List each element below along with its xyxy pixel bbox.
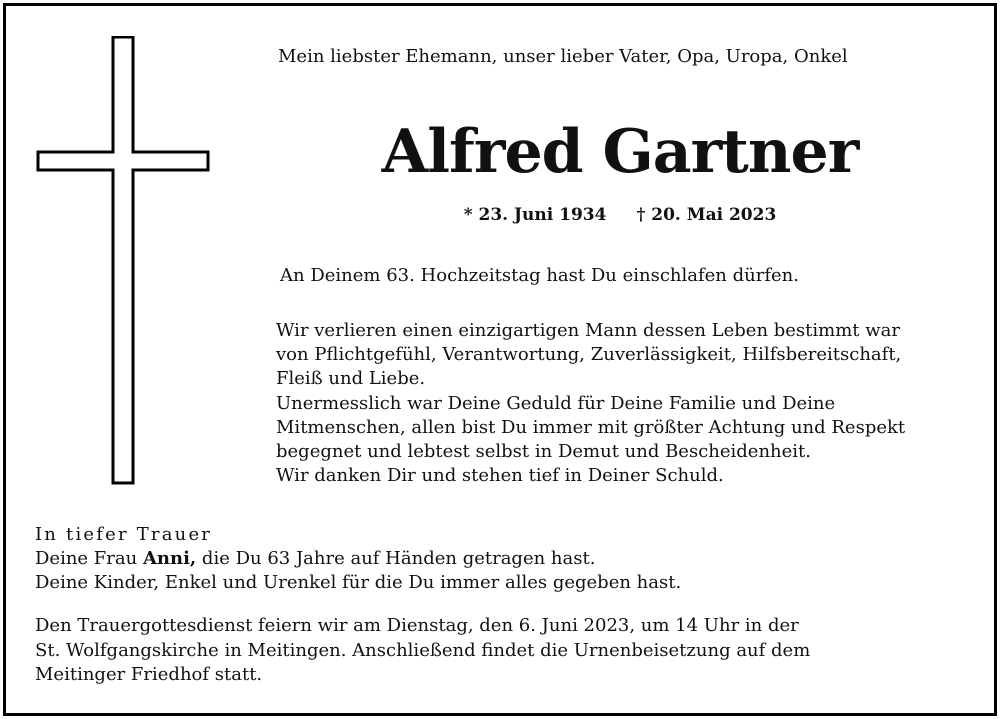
birth-date: * 23. Juni 1934 <box>463 205 607 225</box>
cross-icon <box>36 36 212 486</box>
tribute-line: Mitmenschen, allen bist Du immer mit größter Achtung und Respekt <box>276 416 906 438</box>
deceased-name: Alfred Gartner <box>381 117 859 187</box>
service-line: Den Trauergottesdienst feiern wir am Dienstag, den 6. Juni 2023, um 14 Uhr in der <box>35 615 799 636</box>
tribute-line: von Pflichtgefühl, Verantwortung, Zuverlässigkeit, Hilfsbereitschaft, <box>276 344 902 366</box>
tribute-line: Wir danken Dir und stehen tief in Deiner Schuld. <box>276 465 724 487</box>
tribute-text <box>276 319 976 488</box>
tribute-line: Wir verlieren einen einzigartigen Mann dessen Leben bestimmt war <box>276 320 900 341</box>
service-line: St. Wolfgangskirche in Meitingen. Anschließend findet die Urnenbeisetzung auf dem <box>35 639 811 661</box>
mourning-section <box>35 523 965 595</box>
wife-name: Anni, <box>142 548 197 569</box>
mourning-label: In tiefer Trauer <box>35 524 213 545</box>
tribute-line: Unermesslich war Deine Geduld für Deine Familie und Deine <box>276 392 836 414</box>
tribute-line: Fleiß und Liebe. <box>276 368 426 390</box>
wife-line <box>35 547 965 571</box>
service-line: Meitinger Friedhof statt. <box>35 664 263 685</box>
anniversary-line: An Deinem 63. Hochzeitstag hast Du einschlafen dürfen. <box>280 265 799 286</box>
family-line: Deine Kinder, Enkel und Urenkel für die Du immer alles gegeben hast. <box>35 572 682 593</box>
tribute-line: begegnet und lebtest selbst in Demut und Bescheidenheit. <box>276 441 811 463</box>
life-dates <box>300 202 940 228</box>
wife-suffix: die Du 63 Jahre auf Händen getragen hast. <box>196 548 596 569</box>
death-date: † 20. Mai 2023 <box>636 205 777 225</box>
wife-prefix: Deine Frau <box>35 548 143 569</box>
intro-line: Mein liebster Ehemann, unser lieber Vater, Opa, Uropa, Onkel <box>278 46 848 67</box>
service-info <box>35 614 965 688</box>
